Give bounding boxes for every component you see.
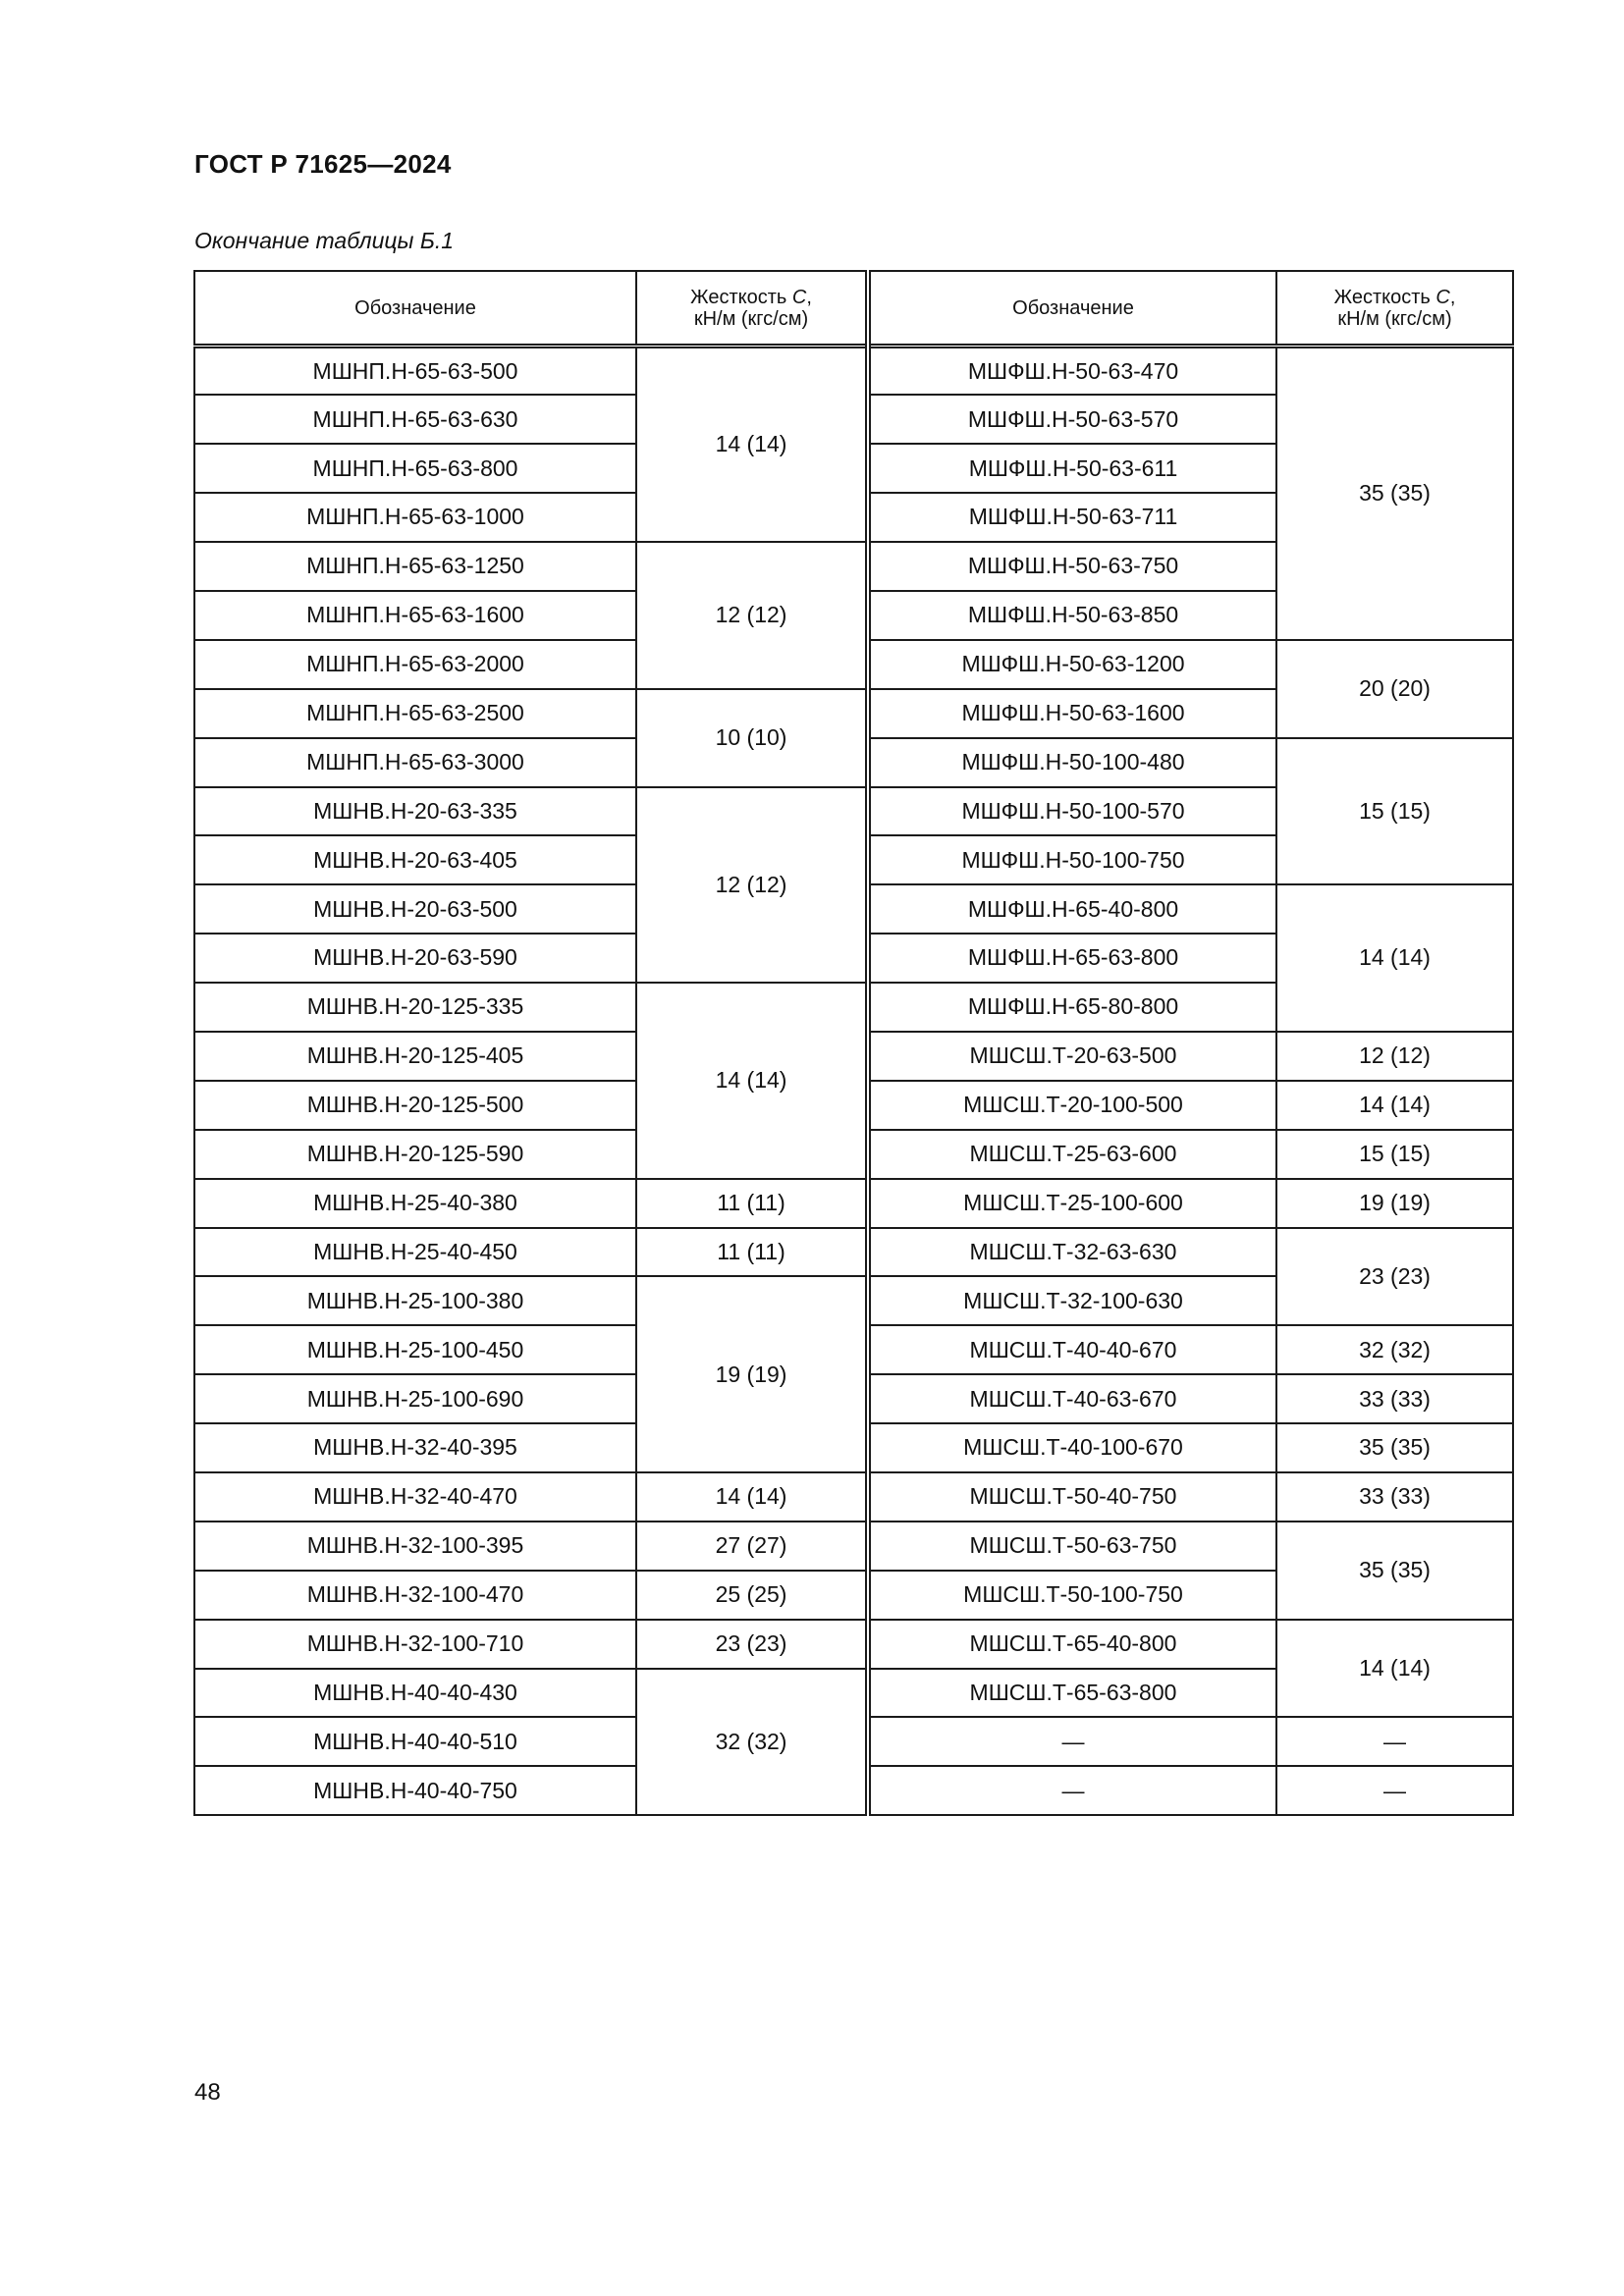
designation-cell: МШНВ.Н-32-40-395 [194, 1423, 636, 1472]
designation-cell: МШФШ.Н-50-63-1200 [868, 640, 1276, 689]
designation-cell: МШСШ.Т-32-100-630 [868, 1276, 1276, 1325]
designation-cell: МШНВ.Н-25-100-690 [194, 1374, 636, 1423]
stiffness-cell: 14 (14) [636, 347, 868, 543]
header-stiffness-left: Жесткость С, кН/м (кгс/см) [636, 271, 868, 347]
designation-cell: МШСШ.Т-20-100-500 [868, 1081, 1276, 1130]
stiffness-cell: 15 (15) [1276, 1130, 1513, 1179]
table-body [194, 347, 1513, 1816]
designation-cell: МШНП.Н-65-63-630 [194, 395, 636, 444]
stiffness-cell: 32 (32) [1276, 1325, 1513, 1374]
table-header-row [194, 271, 1513, 347]
designation-cell: МШНП.Н-65-63-500 [194, 347, 636, 396]
designation-cell: МШНВ.Н-25-100-380 [194, 1276, 636, 1325]
designation-cell: МШНВ.Н-32-100-470 [194, 1571, 636, 1620]
stiffness-cell: 19 (19) [636, 1276, 868, 1472]
designation-cell: МШФШ.Н-65-63-800 [868, 934, 1276, 983]
stiffness-cell: 25 (25) [636, 1571, 868, 1620]
designation-cell: МШНП.Н-65-63-1250 [194, 542, 636, 591]
designation-cell: МШНВ.Н-25-40-380 [194, 1179, 636, 1228]
stiffness-cell: 27 (27) [636, 1522, 868, 1571]
designation-cell: МШСШ.Т-65-40-800 [868, 1620, 1276, 1669]
designation-cell: МШНВ.Н-20-125-335 [194, 983, 636, 1032]
stiffness-cell: 33 (33) [1276, 1472, 1513, 1522]
stiffness-cell: 14 (14) [636, 983, 868, 1179]
designation-cell: МШФШ.Н-65-40-800 [868, 884, 1276, 934]
designation-cell: МШФШ.Н-50-63-1600 [868, 689, 1276, 738]
designation-cell: МШСШ.Т-40-100-670 [868, 1423, 1276, 1472]
header-stiffness-right: Жесткость С, кН/м (кгс/см) [1276, 271, 1513, 347]
designation-cell: МШФШ.Н-65-80-800 [868, 983, 1276, 1032]
designation-cell: МШНВ.Н-32-100-395 [194, 1522, 636, 1571]
stiffness-cell: 35 (35) [1276, 347, 1513, 640]
designation-cell: МШНП.Н-65-63-800 [194, 444, 636, 493]
designation-cell: МШФШ.Н-50-100-750 [868, 835, 1276, 884]
designation-cell: МШНВ.Н-20-125-405 [194, 1032, 636, 1081]
table-row [194, 347, 1513, 396]
document-title: ГОСТ Р 71625—2024 [194, 149, 452, 179]
designation-cell: МШНП.Н-65-63-1000 [194, 493, 636, 542]
designation-cell: МШСШ.Т-40-63-670 [868, 1374, 1276, 1423]
designation-cell: МШНВ.Н-20-125-590 [194, 1130, 636, 1179]
stiffness-cell: 10 (10) [636, 689, 868, 787]
designation-cell: МШФШ.Н-50-63-470 [868, 347, 1276, 396]
designation-cell: МШСШ.Т-40-40-670 [868, 1325, 1276, 1374]
designation-cell: МШНВ.Н-20-63-500 [194, 884, 636, 934]
designation-cell: МШСШ.Т-32-63-630 [868, 1228, 1276, 1277]
stiffness-cell: 14 (14) [1276, 1081, 1513, 1130]
stiffness-table [193, 270, 1514, 1816]
stiffness-cell: 33 (33) [1276, 1374, 1513, 1423]
designation-cell: МШНП.Н-65-63-3000 [194, 738, 636, 787]
table-row [194, 1620, 1513, 1669]
designation-cell: МШНВ.Н-20-63-590 [194, 934, 636, 983]
stiffness-cell: 14 (14) [1276, 1620, 1513, 1718]
designation-cell: МШСШ.Т-65-63-800 [868, 1669, 1276, 1718]
stiffness-cell: 11 (11) [636, 1228, 868, 1277]
designation-cell: МШСШ.Т-50-100-750 [868, 1571, 1276, 1620]
designation-cell: МШНП.Н-65-63-2500 [194, 689, 636, 738]
stiffness-cell: — [1276, 1717, 1513, 1766]
designation-cell: МШНП.Н-65-63-1600 [194, 591, 636, 640]
stiffness-cell: 12 (12) [1276, 1032, 1513, 1081]
stiffness-cell: 20 (20) [1276, 640, 1513, 738]
designation-cell: МШСШ.Т-20-63-500 [868, 1032, 1276, 1081]
stiffness-cell: 23 (23) [636, 1620, 868, 1669]
designation-cell: МШНВ.Н-25-40-450 [194, 1228, 636, 1277]
table-row [194, 1522, 1513, 1571]
stiffness-cell: 14 (14) [636, 1472, 868, 1522]
designation-cell: МШНВ.Н-40-40-750 [194, 1766, 636, 1815]
designation-cell: МШСШ.Т-25-100-600 [868, 1179, 1276, 1228]
designation-cell: МШФШ.Н-50-63-611 [868, 444, 1276, 493]
designation-cell: МШНВ.Н-40-40-510 [194, 1717, 636, 1766]
designation-cell: МШСШ.Т-50-40-750 [868, 1472, 1276, 1522]
designation-cell: МШФШ.Н-50-63-711 [868, 493, 1276, 542]
designation-cell: МШНВ.Н-40-40-430 [194, 1669, 636, 1718]
designation-cell: МШФШ.Н-50-63-570 [868, 395, 1276, 444]
designation-cell: МШФШ.Н-50-63-750 [868, 542, 1276, 591]
stiffness-cell: 19 (19) [1276, 1179, 1513, 1228]
designation-cell: МШНВ.Н-32-100-710 [194, 1620, 636, 1669]
table-caption: Окончание таблицы Б.1 [194, 228, 455, 253]
designation-cell: МШНВ.Н-20-63-335 [194, 787, 636, 836]
designation-cell: — [868, 1717, 1276, 1766]
designation-cell: МШСШ.Т-25-63-600 [868, 1130, 1276, 1179]
header-designation-right: Обозначение [868, 271, 1276, 347]
stiffness-cell: 14 (14) [1276, 884, 1513, 1032]
stiffness-cell: 35 (35) [1276, 1423, 1513, 1472]
stiffness-cell: 12 (12) [636, 787, 868, 984]
designation-cell: МШНВ.Н-32-40-470 [194, 1472, 636, 1522]
table-row [194, 1179, 1513, 1228]
designation-cell: МШНП.Н-65-63-2000 [194, 640, 636, 689]
stiffness-cell: 15 (15) [1276, 738, 1513, 885]
designation-cell: — [868, 1766, 1276, 1815]
table-row [194, 1472, 1513, 1522]
designation-cell: МШФШ.Н-50-100-570 [868, 787, 1276, 836]
header-designation-left: Обозначение [194, 271, 636, 347]
designation-cell: МШФШ.Н-50-100-480 [868, 738, 1276, 787]
stiffness-cell: — [1276, 1766, 1513, 1815]
designation-cell: МШНВ.Н-25-100-450 [194, 1325, 636, 1374]
stiffness-cell: 32 (32) [636, 1669, 868, 1816]
stiffness-cell: 11 (11) [636, 1179, 868, 1228]
designation-cell: МШФШ.Н-50-63-850 [868, 591, 1276, 640]
stiffness-cell: 12 (12) [636, 542, 868, 689]
designation-cell: МШСШ.Т-50-63-750 [868, 1522, 1276, 1571]
stiffness-cell: 35 (35) [1276, 1522, 1513, 1620]
designation-cell: МШНВ.Н-20-125-500 [194, 1081, 636, 1130]
stiffness-cell: 23 (23) [1276, 1228, 1513, 1326]
page-number: 48 [194, 2079, 221, 2106]
designation-cell: МШНВ.Н-20-63-405 [194, 835, 636, 884]
table-row [194, 1228, 1513, 1277]
